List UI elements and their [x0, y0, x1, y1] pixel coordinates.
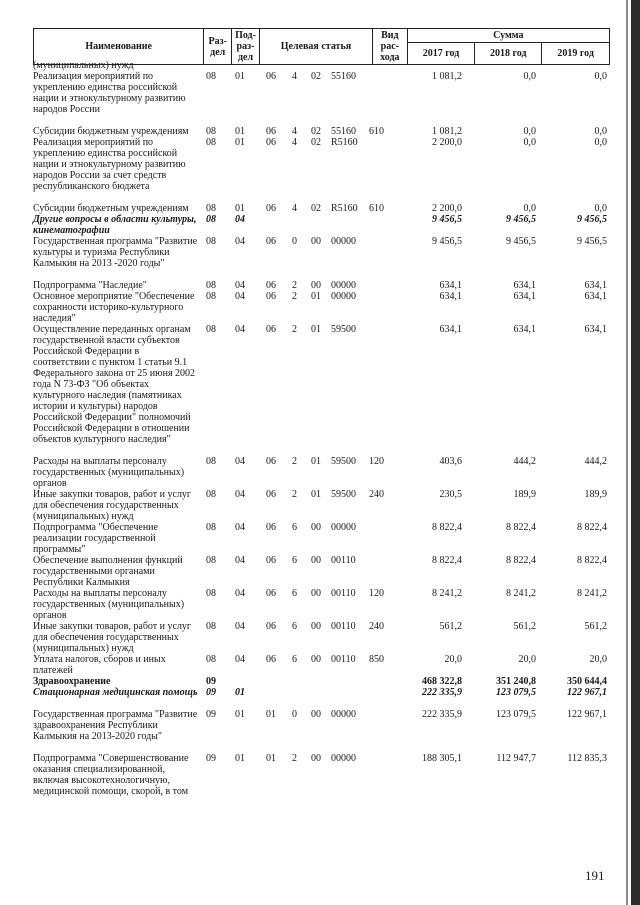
cell-s2019: 20,0	[589, 654, 607, 665]
cell-t1: 06	[266, 621, 276, 632]
cell-podr: 01	[235, 687, 245, 698]
cell-podr: 04	[235, 280, 245, 291]
cell-s2018: 0,0	[523, 71, 536, 82]
cell-t4: 00110	[331, 654, 356, 665]
table-row	[0, 709, 640, 753]
table-row	[0, 291, 640, 324]
cell-vid: 850	[369, 654, 384, 665]
cell-s2019: 122 967,1	[567, 709, 607, 720]
cell-t1: 06	[266, 555, 276, 566]
cell-razdel: 08	[206, 522, 216, 533]
header-2019: 2019 год	[542, 43, 610, 65]
cell-t3: 00	[311, 555, 321, 566]
table-row	[0, 687, 640, 709]
cell-podr: 01	[235, 753, 245, 764]
cell-s2018: 0,0	[523, 126, 536, 137]
cell-s2017: 561,2	[439, 621, 462, 632]
cell-razdel: 08	[206, 137, 216, 148]
cell-t2: 0	[292, 236, 297, 247]
cell-t1: 06	[266, 489, 276, 500]
cell-s2018: 0,0	[523, 137, 536, 148]
cell-t3: 00	[311, 588, 321, 599]
cell-s2017: 2 200,0	[432, 137, 462, 148]
cell-t2: 2	[292, 489, 297, 500]
cell-t2: 4	[292, 203, 297, 214]
cell-s2018: 112 947,7	[496, 753, 536, 764]
cell-t4: 59500	[331, 489, 356, 500]
cell-s2018: 444,2	[513, 456, 536, 467]
cell-t4: 55160	[331, 71, 356, 82]
cell-t2: 4	[292, 137, 297, 148]
cell-vid: 120	[369, 588, 384, 599]
cell-t4: 59500	[331, 456, 356, 467]
cell-t1: 06	[266, 203, 276, 214]
row-name: Государственная программа "Развитие здравоохранения Республики Калмыкия на 2013-2020 годы"	[33, 709, 198, 742]
page-number: 191	[585, 868, 605, 883]
table-row	[0, 753, 640, 808]
cell-t4: 00000	[331, 236, 356, 247]
table-row	[0, 489, 640, 522]
cell-s2019: 8 822,4	[577, 555, 607, 566]
table-row	[0, 654, 640, 676]
cell-s2018: 189,9	[513, 489, 536, 500]
cell-t2: 2	[292, 324, 297, 335]
table-row	[0, 280, 640, 291]
cell-s2019: 444,2	[584, 456, 607, 467]
header-vid: Вид рас-хода	[373, 29, 408, 65]
cell-t4: R5160	[331, 203, 358, 214]
cell-s2017: 1 081,2	[432, 126, 462, 137]
cell-s2019: 0,0	[594, 137, 607, 148]
cell-s2019: 0,0	[594, 71, 607, 82]
table-row	[0, 203, 640, 214]
cell-t3: 00	[311, 280, 321, 291]
cell-t4: 55160	[331, 126, 356, 137]
row-name: Государственная программа "Развитие культуры и туризма Республики Калмыкия на 2013 -2020 годы"	[33, 236, 198, 269]
row-name: Осуществление переданных органам государственной власти субъектов Российской Федерации в соответствии с пунктом 1 статьи 9.1 Федерального закона от 25 июня 2002 года N 73-ФЗ "Об объектах культурного наследия (памятниках истории и культуры) народов Российской Федерации" полномочий Российской Федерации в отношении объектов культурного наследия"	[33, 324, 196, 445]
cell-podr: 04	[235, 654, 245, 665]
cell-s2017: 634,1	[439, 280, 462, 291]
row-name: Подпрограмма "Наследие"	[33, 280, 147, 291]
table-row	[0, 555, 640, 588]
cell-t4: 00110	[331, 621, 356, 632]
cell-podr: 01	[235, 709, 245, 720]
row-name: Расходы на выплаты персоналу государственных (муниципальных) органов	[33, 456, 185, 489]
cell-t1: 06	[266, 71, 276, 82]
row-name: Субсидии бюджетным учреждениям	[33, 126, 189, 137]
cell-razdel: 08	[206, 71, 216, 82]
row-name: Стационарная медицинская помощь	[33, 687, 198, 698]
cell-s2017: 8 822,4	[432, 555, 462, 566]
cell-s2017: 1 081,2	[432, 71, 462, 82]
cell-t1: 01	[266, 709, 276, 720]
table-row	[0, 236, 640, 280]
cell-t3: 02	[311, 137, 321, 148]
header-2017: 2017 год	[407, 43, 475, 65]
cell-s2018: 123 079,5	[496, 687, 536, 698]
table-row	[0, 324, 640, 456]
cell-s2017: 403,6	[439, 456, 462, 467]
cell-podr: 04	[235, 324, 245, 335]
cell-s2017: 2 200,0	[432, 203, 462, 214]
cell-razdel: 09	[206, 676, 216, 687]
row-name: Обеспечение выполнения функций государственными органами Республики Калмыкия	[33, 555, 183, 588]
cell-t3: 00	[311, 753, 321, 764]
cell-s2018: 8 241,2	[506, 588, 536, 599]
cell-razdel: 08	[206, 280, 216, 291]
cell-t2: 6	[292, 654, 297, 665]
cell-t4: 00000	[331, 291, 356, 302]
row-name: Иные закупки товаров, работ и услуг для обеспечения государственных (муниципальных) нужд	[33, 621, 192, 654]
cell-t4: 59500	[331, 324, 356, 335]
cell-t1: 06	[266, 588, 276, 599]
cell-t3: 01	[311, 291, 321, 302]
cell-t2: 2	[292, 456, 297, 467]
cell-t2: 2	[292, 280, 297, 291]
cell-t3: 00	[311, 621, 321, 632]
cell-s2017: 634,1	[439, 324, 462, 335]
cell-s2018: 8 822,4	[506, 522, 536, 533]
table-row	[0, 676, 640, 687]
cell-s2018: 634,1	[513, 324, 536, 335]
row-name: (муниципальных) нужд	[33, 60, 134, 71]
header-podrazdel: Под-раз-дел	[232, 29, 260, 65]
cell-t3: 01	[311, 324, 321, 335]
cell-t2: 4	[292, 126, 297, 137]
row-name: Подпрограмма "Совершенствование оказания специализированной, включая высокотехнологичную, медицинской помощи, скорой, в том	[33, 753, 189, 797]
cell-t2: 2	[292, 753, 297, 764]
table-row	[0, 522, 640, 555]
row-name: Основное мероприятие "Обеспечение сохранности историко-культурного наследия"	[33, 291, 195, 324]
cell-s2017: 634,1	[439, 291, 462, 302]
row-name: Подпрограмма "Обеспечение реализации государственной программы"	[33, 522, 158, 555]
row-name: Расходы на выплаты персоналу государственных (муниципальных) органов	[33, 588, 185, 621]
cell-razdel: 08	[206, 203, 216, 214]
cell-s2019: 8 822,4	[577, 522, 607, 533]
cell-s2018: 561,2	[513, 621, 536, 632]
header-2018: 2018 год	[475, 43, 542, 65]
cell-t2: 6	[292, 588, 297, 599]
cell-s2018: 0,0	[523, 203, 536, 214]
cell-t3: 00	[311, 236, 321, 247]
cell-podr: 01	[235, 137, 245, 148]
cell-razdel: 08	[206, 214, 216, 225]
cell-s2019: 9 456,5	[577, 236, 607, 247]
cell-podr: 04	[235, 456, 245, 467]
cell-s2019: 9 456,5	[577, 214, 607, 225]
cell-s2017: 222 335,9	[422, 709, 462, 720]
cell-s2017: 188 305,1	[422, 753, 462, 764]
cell-razdel: 09	[206, 687, 216, 698]
cell-t2: 6	[292, 522, 297, 533]
cell-s2019: 0,0	[594, 203, 607, 214]
cell-podr: 04	[235, 621, 245, 632]
cell-s2018: 634,1	[513, 280, 536, 291]
cell-podr: 04	[235, 214, 245, 225]
cell-s2017: 9 456,5	[432, 214, 462, 225]
cell-t3: 02	[311, 126, 321, 137]
cell-s2019: 122 967,1	[567, 687, 607, 698]
cell-s2019: 634,1	[584, 291, 607, 302]
cell-podr: 04	[235, 522, 245, 533]
cell-t2: 0	[292, 709, 297, 720]
row-name: Уплата налогов, сборов и иных платежей	[33, 654, 166, 676]
cell-t3: 00	[311, 709, 321, 720]
cell-t3: 01	[311, 489, 321, 500]
cell-razdel: 08	[206, 456, 216, 467]
cell-t3: 00	[311, 654, 321, 665]
cell-razdel: 08	[206, 291, 216, 302]
cell-s2017: 222 335,9	[422, 687, 462, 698]
cell-t1: 06	[266, 324, 276, 335]
cell-t1: 06	[266, 280, 276, 291]
cell-podr: 04	[235, 489, 245, 500]
cell-razdel: 08	[206, 621, 216, 632]
table-row	[0, 214, 640, 236]
cell-t1: 06	[266, 654, 276, 665]
cell-razdel: 09	[206, 753, 216, 764]
cell-s2017: 468 322,8	[422, 676, 462, 687]
cell-t1: 01	[266, 753, 276, 764]
table-row	[0, 621, 640, 654]
cell-s2017: 9 456,5	[432, 236, 462, 247]
cell-s2019: 634,1	[584, 280, 607, 291]
row-name: Иные закупки товаров, работ и услуг для обеспечения государственных (муниципальных) нужд	[33, 489, 192, 522]
cell-t4: 00000	[331, 753, 356, 764]
cell-podr: 04	[235, 291, 245, 302]
cell-podr: 04	[235, 555, 245, 566]
cell-s2018: 351 240,8	[496, 676, 536, 687]
cell-t3: 02	[311, 71, 321, 82]
cell-razdel: 08	[206, 555, 216, 566]
cell-s2018: 634,1	[513, 291, 536, 302]
cell-t3: 02	[311, 203, 321, 214]
cell-s2019: 112 835,3	[567, 753, 607, 764]
cell-t4: 00110	[331, 555, 356, 566]
cell-t2: 4	[292, 71, 297, 82]
table-row	[0, 137, 640, 203]
header-razdel: Раз-дел	[204, 29, 232, 65]
table-row	[0, 60, 640, 71]
cell-s2018: 123 079,5	[496, 709, 536, 720]
table-row	[0, 588, 640, 621]
row-name: Реализация мероприятий по укреплению единства российской нации и этнокультурному развитию народов России за счет средств республиканского бюджета	[33, 137, 186, 192]
cell-t2: 2	[292, 291, 297, 302]
row-name: Субсидии бюджетным учреждениям	[33, 203, 189, 214]
row-name: Реализация мероприятий по укреплению единства российской нации и этнокультурному развитию народов России	[33, 71, 186, 115]
cell-t2: 6	[292, 555, 297, 566]
cell-s2019: 634,1	[584, 324, 607, 335]
cell-podr: 01	[235, 71, 245, 82]
cell-s2019: 8 241,2	[577, 588, 607, 599]
cell-podr: 01	[235, 126, 245, 137]
cell-s2018: 20,0	[518, 654, 536, 665]
row-name: Здравоохранение	[33, 676, 111, 687]
row-name: Другие вопросы в области культуры, кинематографии	[33, 214, 197, 236]
table-row	[0, 126, 640, 137]
cell-razdel: 08	[206, 489, 216, 500]
table-body	[0, 60, 640, 808]
cell-t4: R5160	[331, 137, 358, 148]
cell-t2: 6	[292, 621, 297, 632]
cell-t1: 06	[266, 456, 276, 467]
cell-razdel: 08	[206, 236, 216, 247]
cell-t4: 00110	[331, 588, 356, 599]
table-row	[0, 71, 640, 126]
cell-t1: 06	[266, 236, 276, 247]
header-name: Наименование	[34, 29, 204, 65]
cell-t3: 01	[311, 456, 321, 467]
cell-razdel: 08	[206, 324, 216, 335]
cell-s2019: 561,2	[584, 621, 607, 632]
header-target: Целевая статья	[259, 29, 372, 65]
cell-razdel: 08	[206, 588, 216, 599]
cell-s2017: 20,0	[444, 654, 462, 665]
cell-vid: 610	[369, 126, 384, 137]
cell-s2018: 8 822,4	[506, 555, 536, 566]
cell-vid: 120	[369, 456, 384, 467]
cell-t1: 06	[266, 291, 276, 302]
cell-s2018: 9 456,5	[506, 214, 536, 225]
cell-s2017: 8 822,4	[432, 522, 462, 533]
cell-s2018: 9 456,5	[506, 236, 536, 247]
cell-s2017: 8 241,2	[432, 588, 462, 599]
cell-s2019: 350 644,4	[567, 676, 607, 687]
cell-t1: 06	[266, 126, 276, 137]
cell-podr: 01	[235, 203, 245, 214]
cell-t1: 06	[266, 522, 276, 533]
cell-vid: 240	[369, 621, 384, 632]
cell-t1: 06	[266, 137, 276, 148]
cell-s2019: 0,0	[594, 126, 607, 137]
cell-t4: 00000	[331, 280, 356, 291]
cell-s2019: 189,9	[584, 489, 607, 500]
cell-razdel: 09	[206, 709, 216, 720]
cell-podr: 04	[235, 236, 245, 247]
header-sum: Сумма	[407, 29, 609, 43]
cell-razdel: 08	[206, 654, 216, 665]
table-row	[0, 456, 640, 489]
cell-podr: 04	[235, 588, 245, 599]
cell-t3: 00	[311, 522, 321, 533]
cell-s2017: 230,5	[439, 489, 462, 500]
cell-vid: 240	[369, 489, 384, 500]
cell-razdel: 08	[206, 126, 216, 137]
cell-vid: 610	[369, 203, 384, 214]
cell-t4: 00000	[331, 522, 356, 533]
cell-t4: 00000	[331, 709, 356, 720]
